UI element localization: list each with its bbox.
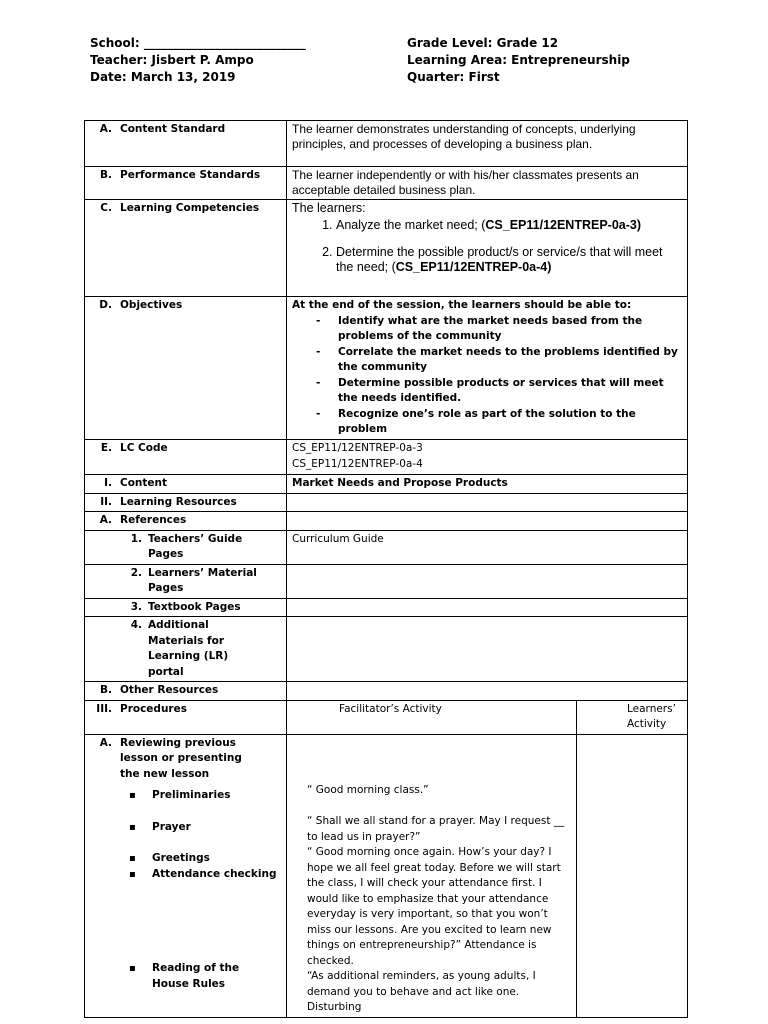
teachers-guide-label: Teachers’ Guide Pages xyxy=(148,532,243,560)
lc-code-values: CS_EP11/12ENTREP-0a-3 CS_EP11/12ENTREP-0a-4 xyxy=(287,440,688,475)
fac-house-rules: “As additional reminders, as young adults, I demand you to behave and act like one. Disturbing xyxy=(307,970,536,1013)
objectives-label: Objectives xyxy=(120,299,183,311)
attendance-item: ▪ Attendance checking xyxy=(152,867,281,883)
prayer-item: ▪ Prayer xyxy=(152,820,281,836)
learning-competencies-row: C. Learning Competencies The learners: 1. Analyze the market need; (CS_EP11/12ENTREP-0a-3) 2. Determine the possible product/s or service/s that will meet the need; (CS_EP11/12ENTREP-0a-4) xyxy=(85,200,688,297)
additional-materials-label: Additional Materials for Learning (LR) portal xyxy=(148,619,229,678)
learning-resources-label: Learning Resources xyxy=(120,495,237,508)
school-line: School: ___________________________ xyxy=(90,36,306,50)
learners-header: Learners’ Activity xyxy=(577,700,688,734)
objective-item: - Identify what are the market needs based from the problems of the community xyxy=(338,314,682,345)
other-resources-label: Other Resources xyxy=(120,684,219,696)
fac-greetings: “ Good morning once again. How’s your day? I hope we all feel great today. Before we will start the class, I will check your attendance first. I would like to emphasize that your attendance everyday is very important, so that you won’t miss our lessons. Are you excited to learn new things on entrepreneurship?” Attendance is checked. xyxy=(307,846,561,967)
references-label: References xyxy=(120,514,187,526)
fac-preliminaries: “ Good morning class.” xyxy=(307,783,429,796)
performance-standards-text: The learner independently or with his/her classmates presents an acceptable detailed business plan. xyxy=(287,167,688,200)
learning-area-line: Learning Area: Entrepreneurship xyxy=(407,53,630,67)
learners-activity xyxy=(577,734,688,1017)
content-standard-text: The learner demonstrates understanding of concepts, underlying principles, and processes of developing a business plan. xyxy=(287,121,688,167)
procedures-header-row: III. Procedures Facilitator’s Activity Learners’ Activity xyxy=(85,700,688,734)
textbook-pages-label: Textbook Pages xyxy=(148,600,241,613)
other-resources-row: B. Other Resources xyxy=(85,682,688,701)
content-standard-row: A. Content Standard The learner demonstrates understanding of concepts, underlying principles, and processes of developing a business plan. xyxy=(85,121,688,167)
lesson-plan-table xyxy=(84,120,688,1018)
learning-competencies-label: Learning Competencies xyxy=(120,202,260,214)
grade-level-line: Grade Level: Grade 12 xyxy=(407,36,559,50)
content-standard-label: Content Standard xyxy=(120,123,226,135)
content-row: I. Content Market Needs and Propose Products xyxy=(85,475,688,494)
learners-material-label: Learners’ Material Pages xyxy=(148,566,257,594)
facilitator-header: Facilitator’s Activity xyxy=(287,700,577,734)
references-row: A. References xyxy=(85,512,688,531)
objectives-row: D. Objectives At the end of the session, the learners should be able to: - Identify what are the market needs based from the problems of the community - Correlate the market needs to the problems identified by the community - Determine possible products or services that will meet the needs identified. - Recognize one’s role as part of the solution to the problem xyxy=(85,297,688,440)
header-left xyxy=(90,35,306,86)
learning-competencies-text: The learners: 1. Analyze the market need; (CS_EP11/12ENTREP-0a-3) 2. Determine the possible product/s or service/s that will meet the need; (CS_EP11/12ENTREP-0a-4) xyxy=(287,200,688,297)
additional-materials-row: 4. Additional Materials for Learning (LR) portal xyxy=(85,617,688,682)
facilitator-activity xyxy=(287,734,577,1017)
teachers-guide-value: Curriculum Guide xyxy=(287,530,688,564)
preliminaries-item: ▪ Preliminaries xyxy=(152,788,281,804)
header-right xyxy=(407,35,630,86)
teachers-guide-row: 1. Teachers’ Guide Pages Curriculum Guide xyxy=(85,530,688,564)
date-line: Date: March 13, 2019 xyxy=(90,70,236,84)
performance-standards-row: B. Performance Standards The learner independently or with his/her classmates presents an acceptable detailed business plan. xyxy=(85,167,688,200)
objective-item: - Recognize one’s role as part of the solution to the problem xyxy=(338,407,682,438)
lc-code-label: LC Code xyxy=(120,442,168,454)
competency-2: 2. Determine the possible product/s or service/s that will meet the need; (CS_EP11/12ENTREP-0a-4) xyxy=(336,245,682,275)
teacher-line: Teacher: Jisbert P. Ampo xyxy=(90,53,254,67)
objectives-text: At the end of the session, the learners should be able to: - Identify what are the market needs based from the problems of the community - Correlate the market needs to the problems identified by the community - Determine possible products or services that will meet the needs identified. - Recognize one’s role as part of the solution to the problem xyxy=(287,297,688,440)
house-rules-item: ▪ Reading of the House Rules xyxy=(152,961,272,992)
content-value: Market Needs and Propose Products xyxy=(287,475,688,494)
lc-code-row: E. LC Code CS_EP11/12ENTREP-0a-3 CS_EP11/12ENTREP-0a-4 xyxy=(85,440,688,475)
objective-item: - Determine possible products or services that will meet the needs identified. xyxy=(338,376,682,407)
competency-1: 1. Analyze the market need; (CS_EP11/12ENTREP-0a-3) xyxy=(336,218,682,233)
textbook-pages-row: 3. Textbook Pages xyxy=(85,598,688,617)
learning-resources-row: II. Learning Resources xyxy=(85,493,688,512)
reviewing-row: A. Reviewing previous lesson or presenting the new lesson ▪ Preliminaries ▪ Prayer ▪ Greetings ▪ Attendance checking ▪ Reading of the House Rules “ Good morning class.” “ Shall we all stand for a prayer. May I request __ to lead us in prayer?” “ Good morning once again. How’s your day? I hope we all feel great today. Before we will start the class, I will check your attendance first. I would like to emphasize that your attendance everyday is very important, so that you won’t miss our lessons. Are you excited to learn new things on entrepreneurship?” Attendance is checked. “As additional reminders, as young adults, I demand you to behave and act like one. Disturbing xyxy=(85,734,688,1017)
greetings-item: ▪ Greetings xyxy=(152,851,281,867)
learners-material-row: 2. Learners’ Material Pages xyxy=(85,564,688,598)
content-label: Content xyxy=(120,477,168,489)
procedures-label: Procedures xyxy=(120,702,187,715)
quarter-line: Quarter: First xyxy=(407,70,500,84)
performance-standards-label: Performance Standards xyxy=(120,169,261,181)
fac-prayer: “ Shall we all stand for a prayer. May I request __ to lead us in prayer?” xyxy=(307,815,565,843)
reviewing-label: Reviewing previous lesson or presenting the new lesson xyxy=(120,736,242,780)
objective-item: - Correlate the market needs to the problems identified by the community xyxy=(338,345,682,376)
